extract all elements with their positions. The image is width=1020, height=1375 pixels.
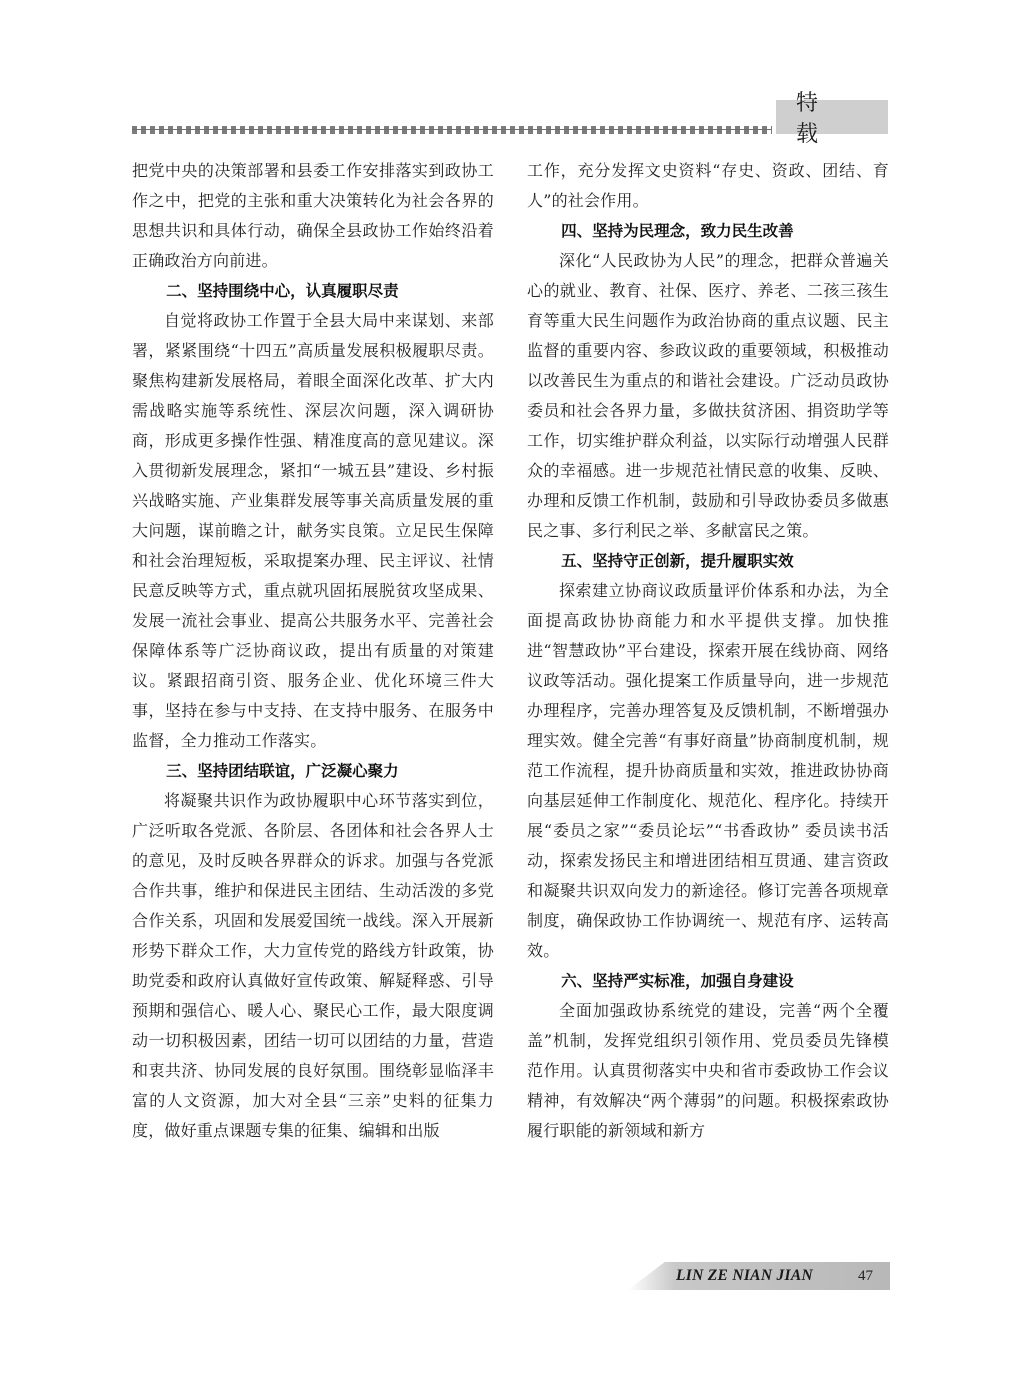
section-heading: 三、坚持团结联谊，广泛凝心聚力	[166, 762, 399, 780]
paragraph: 深化“人民政协为人民”的理念，把群众普遍关心的就业、教育、社保、医疗、养老、二孩三孩生育等重大民生问题作为政治协商的重点议题、民主监督的重要内容、参政议政的重要领域，积极推动以改善民生为重点的和谐社会建设。广泛动员政协委员和社会各界力量，多做扶贫济困、捐资助学等工作，切实维护群众利益，以实际行动增强人民群众的幸福感。进一步规范社情民意的收集、反映、办理和反馈工作机制，鼓励和引导政协委员多做惠民之事、多行利民之举、多献富民之策。	[527, 251, 889, 540]
section-heading: 五、坚持守正创新，提升履职实效	[561, 552, 794, 570]
section-heading: 四、坚持为民理念，致力民生改善	[561, 222, 794, 240]
section-heading: 二、坚持围绕中心，认真履职尽责	[166, 282, 399, 300]
paragraph: 探索建立协商议政质量评价体系和办法，为全面提高政协协商能力和水平提供支撑。加快推进“智慧政协”平台建设，探索开展在线协商、网络议政等活动。强化提案工作质量导向，进一步规范办理程序，完善办理答复及反馈机制，不断增强办理实效。健全完善“有事好商量”协商制度机制，规范工作流程，提升协商质量和实效，推进政协协商向基层延伸工作制度化、规范化、程序化。持续开展“委员之家”“委员论坛”“书香政协” 委员读书活动，探索发扬民主和增进团结相互贯通、建言资政和凝聚共识双向发力的新途径。修订完善各项规章制度，确保政协工作协调统一、规范有序、运转高效。	[527, 581, 889, 960]
header-decorative-rule	[132, 126, 772, 134]
section-label: 特 载	[776, 100, 888, 134]
left-column	[132, 156, 494, 1146]
paragraph: 将凝聚共识作为政协履职中心环节落实到位，广泛听取各党派、各阶层、各团体和社会各界人士的意见，及时反映各界群众的诉求。加强与各党派合作共事，维护和保进民主团结、生动活泼的多党合作关系，巩固和发展爱国统一战线。深入开展新形势下群众工作，大力宣传党的路线方针政策，协助党委和政府认真做好宣传政策、解疑释惑、引导预期和强信心、暖人心、聚民心工作，最大限度调动一切积极因素，团结一切可以团结的力量，营造和衷共济、协同发展的良好氛围。围绕彰显临泽丰富的人文资源，加大对全县“三亲”史料的征集力度，做好重点课题专集的征集、编辑和出版	[132, 791, 494, 1140]
right-column	[527, 156, 889, 1146]
section-heading: 六、坚持严实标准，加强自身建设	[561, 972, 794, 990]
paragraph: 自觉将政协工作置于全县大局中来谋划、来部署，紧紧围绕“十四五”高质量发展积极履职尽责。聚焦构建新发展格局，着眼全面深化改革、扩大内需战略实施等系统性、深层次问题，深入调研协商，形成更多操作性强、精准度高的意见建议。深入贯彻新发展理念，紧扣“一城五县”建设、乡村振兴战略实施、产业集群发展等事关高质量发展的重大问题，谋前瞻之计，献务实良策。立足民生保障和社会治理短板，采取提案办理、民主评议、社情民意反映等方式，重点就巩固拓展脱贫攻坚成果、发展一流社会事业、提高公共服务水平、完善社会保障体系等广泛协商议政，提出有质量的对策建议。紧跟招商引资、服务企业、优化环境三件大事，坚持在参与中支持、在支持中服务、在服务中监督，全力推动工作落实。	[132, 311, 494, 750]
paragraph: 把党中央的决策部署和县委工作安排落实到政协工作之中，把党的主张和重大决策转化为社会各界的思想共识和具体行动，确保全县政协工作始终沿着正确政治方向前进。	[132, 161, 494, 270]
paragraph: 工作，充分发挥文史资料“存史、资政、团结、育人”的社会作用。	[527, 161, 889, 210]
footer-brand: LIN ZE NIAN JIAN	[676, 1267, 813, 1284]
page-number: 47	[858, 1268, 873, 1284]
paragraph: 全面加强政协系统党的建设，完善“两个全覆盖”机制，发挥党组织引领作用、党员委员先锋模范作用。认真贯彻落实中央和省市委政协工作会议精神，有效解决“两个薄弱”的问题。积极探索政协履行职能的新领域和新方	[527, 1001, 889, 1140]
